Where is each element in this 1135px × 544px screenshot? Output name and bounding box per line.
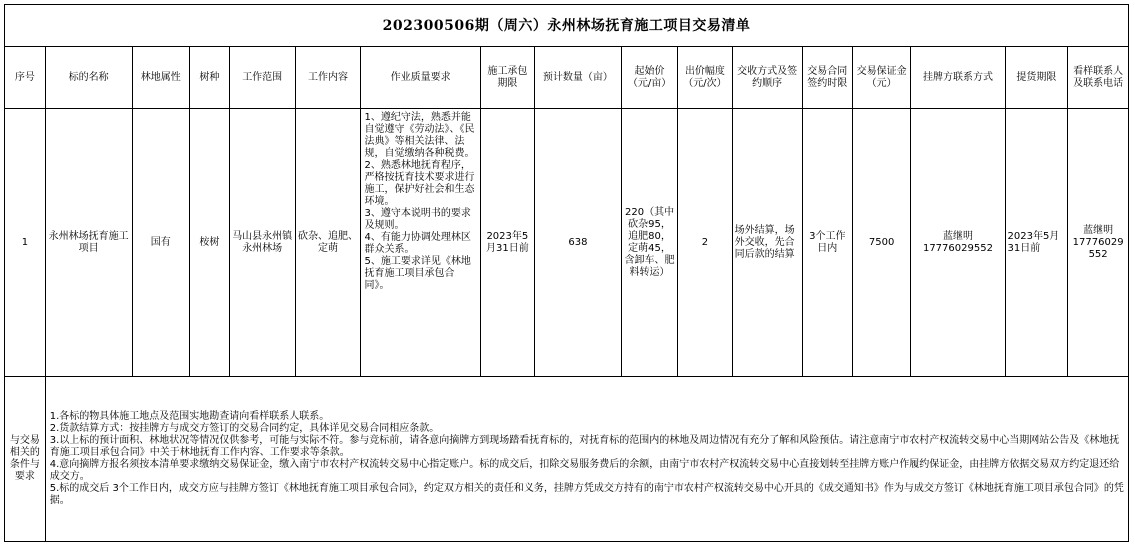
- header-deposit: 交易保证金（元）: [852, 47, 911, 109]
- cell-settlement: 场外结算，场外交收，先合同后款的结算: [732, 109, 802, 377]
- cell-scope: 马山县永州镇永州林场: [229, 109, 295, 377]
- header-tree: 树种: [190, 47, 230, 109]
- cell-price: 220（其中砍杂95，追肥80，定萌45，含卸车、肥料转运）: [621, 109, 677, 377]
- table-row: [5, 109, 1129, 377]
- cell-seller-contact: [911, 109, 1005, 377]
- page-title: 202300506期（周六）永州林场抚育施工项目交易清单: [5, 5, 1129, 47]
- requirement-item: 1、遵纪守法，熟悉并能自觉遵守《劳动法》、《民法典》等相关法律、法规，自觉缴纳各种税费。: [364, 112, 475, 159]
- header-seq: 序号: [5, 47, 46, 109]
- conditions-row: [5, 377, 1129, 542]
- header-seller-contact: 挂牌方联系方式: [911, 47, 1005, 109]
- requirement-item: 5、施工要求详见《林地抚育施工项目承包合同》。: [364, 256, 471, 291]
- header-pickup: 提货期限: [1005, 47, 1068, 109]
- cell-increment: 2: [678, 109, 732, 377]
- viewer-name: 蓝继明: [1083, 224, 1114, 236]
- cell-seq: 1: [5, 109, 46, 377]
- header-period: 施工承包期限: [480, 47, 534, 109]
- cell-tree: 桉树: [190, 109, 230, 377]
- cell-viewer-contact: [1068, 109, 1129, 377]
- condition-item: 4.意向摘牌方报名须按本清单要求缴纳交易保证金，缴入南宁市农村产权流转交易中心指定账户。标的成交后，扣除交易服务费后的余额，由南宁市农村产权流转交易中心直接划转至挂牌方账户作履约保证金，由挂牌方依据交易双方约定退还给成交方。: [49, 459, 1120, 482]
- seller-name: 蓝继明: [942, 230, 973, 242]
- header-quantity: 预计数量（亩）: [535, 47, 622, 109]
- cell-sign-limit: 3个工作日内: [802, 109, 852, 377]
- trade-list-table: [4, 4, 1129, 542]
- conditions-notes: [45, 377, 1128, 542]
- conditions-label: 与交易相关的条件与要求: [5, 377, 46, 542]
- condition-item: 1.各标的物具体施工地点及范围实地勘查请向看样联系人联系。: [49, 411, 330, 422]
- header-land: 林地属性: [132, 47, 190, 109]
- header-price: 起始价（元/亩）: [621, 47, 677, 109]
- cell-requirements: [361, 109, 480, 377]
- cell-pickup: 2023年5月31日前: [1005, 109, 1068, 377]
- requirement-item: 4、有能力协调处理林区群众关系。: [364, 232, 471, 255]
- requirement-item: 3、遵守本说明书的要求及规则。: [364, 208, 471, 231]
- condition-item: 2.货款结算方式：按挂牌方与成交方签订的交易合同约定，具体详见交易合同相应条款。: [49, 423, 440, 434]
- cell-name: 永州林场抚育施工项目: [45, 109, 132, 377]
- header-settlement: 交收方式及签约顺序: [732, 47, 802, 109]
- cell-period: 2023年5月31日前: [480, 109, 534, 377]
- condition-item: 5.标的成交后 3个工作日内，成交方应与挂牌方签订《林地抚育施工项目承包合同》，约定双方相关的责任和义务，挂牌方凭成交方持有的南宁市农村产权流转交易中心开具的《成交通知书》作为与成交方签订《林地抚育施工项目承包合同》的凭据。: [49, 483, 1124, 506]
- cell-quantity: 638: [535, 109, 622, 377]
- header-sign-limit: 交易合同签约时限: [802, 47, 852, 109]
- cell-land: 国有: [132, 109, 190, 377]
- viewer-phone: 17776029552: [1072, 236, 1124, 260]
- header-increment: 出价幅度（元/次）: [678, 47, 732, 109]
- requirement-item: 2、熟悉林地抚育程序，严格按抚育技术要求进行施工，保护好社会和生态环境。: [364, 160, 475, 207]
- header-requirements: 作业质量要求: [361, 47, 480, 109]
- cell-deposit: 7500: [852, 109, 911, 377]
- header-name: 标的名称: [45, 47, 132, 109]
- header-content: 工作内容: [295, 47, 361, 109]
- header-row: [5, 47, 1129, 109]
- title-row: [5, 5, 1129, 47]
- cell-content: 砍杂、追肥、定萌: [295, 109, 361, 377]
- condition-item: 3.以上标的预计面积、林地状况等情况仅供参考，可能与实际不符。参与竞标前，请各意向摘牌方到现场踏看抚育标的，对抚育标的范围内的林地及周边情况有充分了解和风险预估。请注意南宁市农村产权流转交易中心当期网站公告及《林地抚育施工项目承包合同》中关于林地抚育工作内容、工作要求等条款。: [49, 435, 1120, 458]
- seller-phone: 17776029552: [922, 242, 993, 254]
- header-scope: 工作范围: [229, 47, 295, 109]
- header-viewer-contact: 看样联系人及联系电话: [1068, 47, 1129, 109]
